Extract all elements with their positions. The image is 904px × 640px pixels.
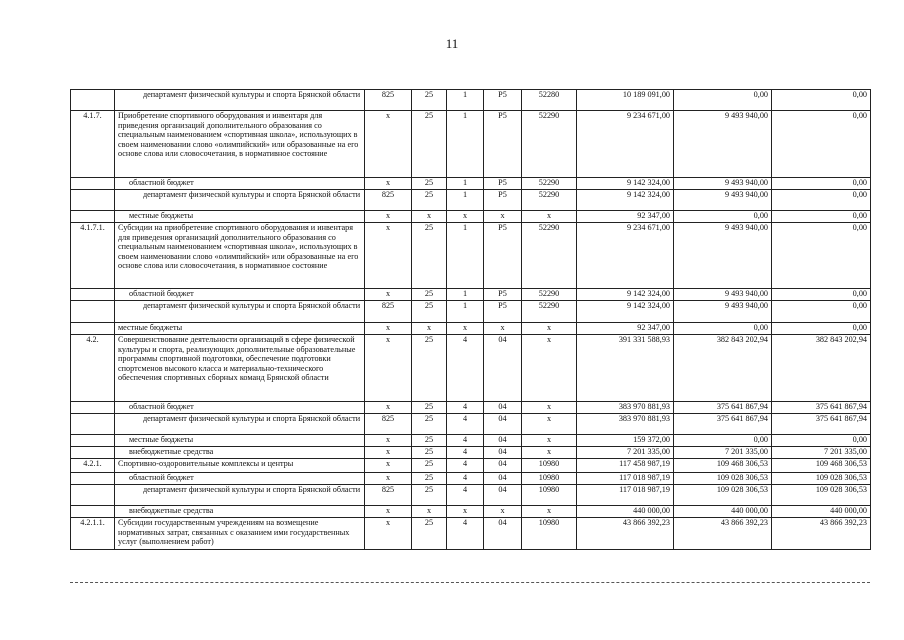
row-name: местные бюджеты [115,323,365,335]
cell-cs2: x [522,402,577,414]
table-row [71,485,871,506]
row-name: местные бюджеты [115,211,365,223]
table-row [71,414,871,435]
cell-value-3: 382 843 202,94 [772,335,871,402]
cell-value-1: 9 142 324,00 [577,178,674,190]
cell-cs1: x [484,211,522,223]
cell-rz: 25 [412,435,447,447]
table-row [71,111,871,178]
cell-rz: 25 [412,485,447,506]
row-number [71,190,115,211]
cell-rz: 25 [412,473,447,485]
cell-value-1: 9 234 671,00 [577,111,674,178]
cell-cs1: 04 [484,459,522,473]
cell-rz: 25 [412,111,447,178]
row-number [71,473,115,485]
cell-rz: 25 [412,402,447,414]
table-row [71,402,871,414]
row-name: Субсидии государственным учреждениям на возмещение нормативных затрат, связанных с оказанием ими государственных услуг (выполнением работ) [115,518,365,550]
row-number [71,506,115,518]
table-row [71,435,871,447]
cell-value-3: 0,00 [772,90,871,111]
cell-cs1: 04 [484,473,522,485]
cell-gr: x [365,335,412,402]
cell-rz: x [412,506,447,518]
row-number [71,485,115,506]
cell-value-3: 109 468 306,53 [772,459,871,473]
row-name: местные бюджеты [115,435,365,447]
cell-gr: x [365,323,412,335]
cell-cs1: 04 [484,518,522,550]
cell-rz: 25 [412,178,447,190]
table-row [71,211,871,223]
cell-value-2: 440 000,00 [674,506,772,518]
cell-rz: x [412,323,447,335]
cell-cs2: 52290 [522,178,577,190]
cell-value-3: 0,00 [772,111,871,178]
cell-value-2: 375 641 867,94 [674,414,772,435]
cell-value-1: 92 347,00 [577,211,674,223]
cell-pr: 4 [447,447,484,459]
table-row [71,447,871,459]
cell-pr: 1 [447,190,484,211]
cell-pr: x [447,211,484,223]
cell-value-1: 383 970 881,93 [577,402,674,414]
row-number [71,289,115,301]
cell-gr: x [365,518,412,550]
cell-cs1: P5 [484,111,522,178]
table-row [71,506,871,518]
row-number [71,301,115,323]
page-cut-line [70,582,870,583]
cell-rz: 25 [412,447,447,459]
cell-value-1: 9 234 671,00 [577,223,674,289]
cell-cs2: x [522,335,577,402]
cell-value-2: 382 843 202,94 [674,335,772,402]
cell-value-3: 0,00 [772,190,871,211]
cell-value-1: 117 458 987,19 [577,459,674,473]
table-row [71,473,871,485]
row-name: внебюджетные средства [115,447,365,459]
cell-cs2: 52290 [522,111,577,178]
cell-cs2: x [522,323,577,335]
cell-rz: x [412,211,447,223]
cell-cs2: 10980 [522,473,577,485]
cell-cs2: 10980 [522,485,577,506]
cell-cs1: P5 [484,223,522,289]
cell-value-2: 9 493 940,00 [674,190,772,211]
cell-cs2: x [522,447,577,459]
cell-rz: 25 [412,90,447,111]
cell-value-2: 375 641 867,94 [674,402,772,414]
cell-cs1: P5 [484,190,522,211]
cell-cs1: 04 [484,335,522,402]
cell-pr: 1 [447,111,484,178]
cell-value-3: 109 028 306,53 [772,485,871,506]
row-name: Совершенствование деятельности организаций в сфере физической культуры и спорта, реализующих дополнительные образовательные программы спортивной подготовки, обеспечение подготовки спортсменов высокого класса и материально-технического обеспечения спортивных сборных команд Брянской области [115,335,365,402]
cell-value-3: 109 028 306,53 [772,473,871,485]
row-number [71,402,115,414]
row-number [71,90,115,111]
cell-cs2: x [522,211,577,223]
cell-gr: 825 [365,190,412,211]
cell-pr: 4 [447,414,484,435]
cell-cs1: x [484,506,522,518]
cell-gr: x [365,435,412,447]
row-name: департамент физической культуры и спорта Брянской области [115,190,365,211]
table-row [71,335,871,402]
table-row [71,90,871,111]
cell-value-1: 440 000,00 [577,506,674,518]
table-body [71,90,871,550]
cell-pr: 1 [447,301,484,323]
row-name: Субсидии на приобретение спортивного оборудования и инвентаря для приведения организаций дополнительного образования со специальным наименованием «спортивная школа», использующих в своем наименовании слово «олимпийский» или образованные на его основе слова или словосочетания, в нормативное состояние [115,223,365,289]
cell-value-2: 109 028 306,53 [674,485,772,506]
cell-rz: 25 [412,414,447,435]
cell-value-1: 43 866 392,23 [577,518,674,550]
cell-value-1: 391 331 588,93 [577,335,674,402]
cell-value-2: 9 493 940,00 [674,178,772,190]
cell-gr: x [365,223,412,289]
cell-value-3: 0,00 [772,435,871,447]
cell-gr: x [365,289,412,301]
cell-pr: 1 [447,289,484,301]
row-name: Приобретение спортивного оборудования и инвентаря для приведения организаций дополнительного образования со специальным наименованием «спортивная школа», использующих в своем наименовании слово «олимпийский» или образованные на его основе слова или словосочетания, в нормативное состояние [115,111,365,178]
cell-cs1: P5 [484,90,522,111]
cell-cs1: P5 [484,301,522,323]
page-number: 11 [445,36,459,51]
cell-value-3: 7 201 335,00 [772,447,871,459]
row-name: областной бюджет [115,289,365,301]
cell-rz: 25 [412,518,447,550]
row-number [71,435,115,447]
table-row [71,323,871,335]
cell-rz: 25 [412,301,447,323]
cell-rz: 25 [412,459,447,473]
row-number [71,414,115,435]
row-name: областной бюджет [115,178,365,190]
cell-value-1: 10 189 091,00 [577,90,674,111]
cell-value-1: 7 201 335,00 [577,447,674,459]
cell-gr: x [365,506,412,518]
cell-gr: x [365,211,412,223]
cell-gr: x [365,402,412,414]
table-row [71,178,871,190]
cell-pr: x [447,506,484,518]
cell-rz: 25 [412,190,447,211]
cell-gr: x [365,473,412,485]
cell-value-3: 0,00 [772,223,871,289]
cell-value-2: 9 493 940,00 [674,301,772,323]
cell-value-2: 0,00 [674,90,772,111]
cell-value-1: 9 142 324,00 [577,301,674,323]
row-name: департамент физической культуры и спорта Брянской области [115,485,365,506]
row-name: департамент физической культуры и спорта Брянской области [115,90,365,111]
cell-rz: 25 [412,289,447,301]
table-row [71,289,871,301]
cell-pr: 1 [447,223,484,289]
table-row [71,518,871,550]
row-number [71,323,115,335]
row-number: 4.2.1. [71,459,115,473]
cell-value-2: 43 866 392,23 [674,518,772,550]
cell-pr: 4 [447,518,484,550]
table-row [71,190,871,211]
cell-value-1: 159 372,00 [577,435,674,447]
cell-value-2: 0,00 [674,435,772,447]
cell-value-2: 0,00 [674,211,772,223]
cell-cs2: x [522,506,577,518]
cell-pr: x [447,323,484,335]
table-row [71,223,871,289]
cell-value-2: 9 493 940,00 [674,289,772,301]
cell-cs1: P5 [484,289,522,301]
cell-value-1: 92 347,00 [577,323,674,335]
budget-table [70,89,871,550]
cell-pr: 4 [447,335,484,402]
cell-value-2: 9 493 940,00 [674,111,772,178]
cell-gr: x [365,111,412,178]
cell-value-3: 0,00 [772,301,871,323]
cell-gr: x [365,459,412,473]
cell-value-3: 0,00 [772,178,871,190]
row-name: департамент физической культуры и спорта Брянской области [115,414,365,435]
cell-cs2: 52290 [522,190,577,211]
cell-value-1: 117 018 987,19 [577,473,674,485]
cell-gr: 825 [365,90,412,111]
cell-cs1: P5 [484,178,522,190]
cell-value-1: 117 018 987,19 [577,485,674,506]
cell-gr: x [365,447,412,459]
cell-value-3: 0,00 [772,289,871,301]
row-number [71,178,115,190]
cell-cs2: 52290 [522,289,577,301]
cell-value-1: 9 142 324,00 [577,190,674,211]
row-number: 4.2. [71,335,115,402]
row-name: областной бюджет [115,402,365,414]
cell-cs2: x [522,414,577,435]
table-row [71,301,871,323]
cell-pr: 4 [447,435,484,447]
cell-cs2: 10980 [522,518,577,550]
row-number: 4.1.7. [71,111,115,178]
cell-cs1: 04 [484,485,522,506]
cell-value-2: 7 201 335,00 [674,447,772,459]
cell-rz: 25 [412,223,447,289]
cell-pr: 4 [447,402,484,414]
row-number [71,447,115,459]
cell-pr: 4 [447,485,484,506]
cell-pr: 4 [447,473,484,485]
cell-cs2: 52280 [522,90,577,111]
cell-cs1: 04 [484,402,522,414]
cell-value-2: 9 493 940,00 [674,223,772,289]
cell-cs2: 52290 [522,301,577,323]
cell-gr: 825 [365,414,412,435]
cell-value-2: 0,00 [674,323,772,335]
cell-value-3: 0,00 [772,211,871,223]
cell-pr: 1 [447,178,484,190]
cell-value-1: 383 970 881,93 [577,414,674,435]
cell-cs2: 52290 [522,223,577,289]
cell-cs1: x [484,323,522,335]
row-number [71,211,115,223]
cell-cs1: 04 [484,414,522,435]
cell-value-1: 9 142 324,00 [577,289,674,301]
cell-cs2: x [522,435,577,447]
cell-value-3: 0,00 [772,323,871,335]
cell-pr: 4 [447,459,484,473]
cell-cs2: 10980 [522,459,577,473]
cell-gr: 825 [365,485,412,506]
cell-rz: 25 [412,335,447,402]
cell-value-3: 43 866 392,23 [772,518,871,550]
row-name: внебюджетные средства [115,506,365,518]
row-number: 4.2.1.1. [71,518,115,550]
row-name: Спортивно-оздоровительные комплексы и центры [115,459,365,473]
cell-cs1: 04 [484,447,522,459]
cell-cs1: 04 [484,435,522,447]
cell-value-3: 375 641 867,94 [772,414,871,435]
cell-value-3: 440 000,00 [772,506,871,518]
cell-gr: 825 [365,301,412,323]
row-name: департамент физической культуры и спорта Брянской области [115,301,365,323]
cell-value-2: 109 468 306,53 [674,459,772,473]
table-row [71,459,871,473]
cell-gr: x [365,178,412,190]
cell-value-3: 375 641 867,94 [772,402,871,414]
cell-pr: 1 [447,90,484,111]
cell-value-2: 109 028 306,53 [674,473,772,485]
row-number: 4.1.7.1. [71,223,115,289]
row-name: областной бюджет [115,473,365,485]
